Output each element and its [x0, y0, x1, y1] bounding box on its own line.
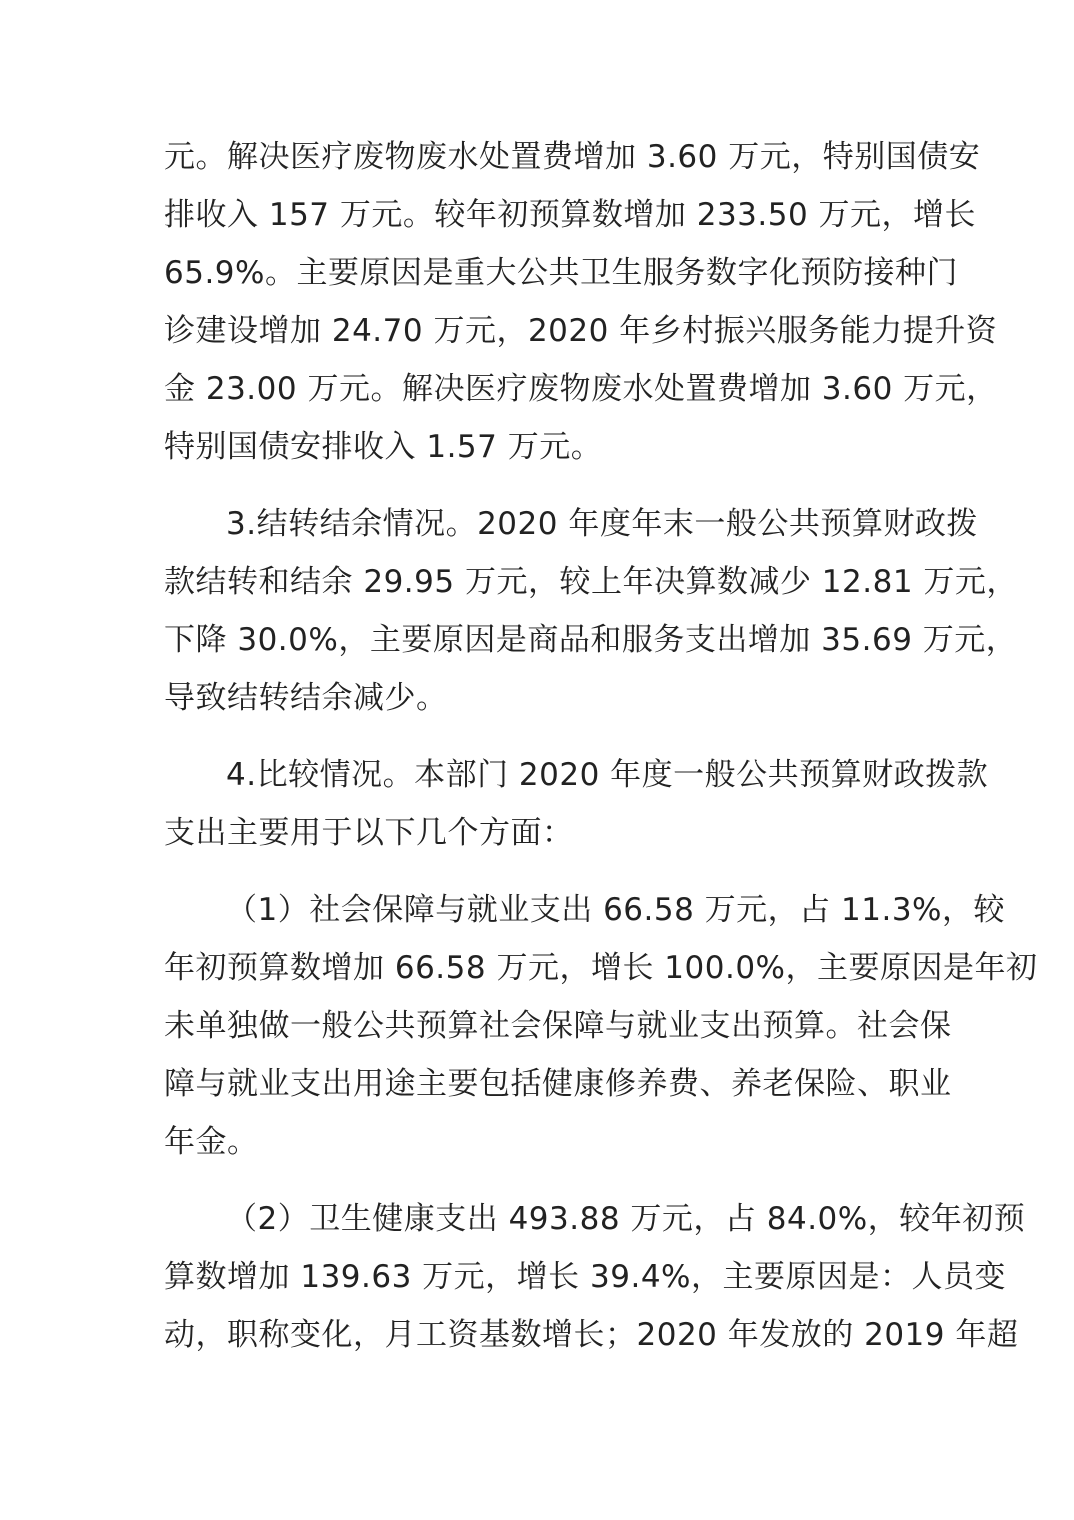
text-line: 障与就业支出用途主要包括健康修养费、养老保险、职业 [164, 1066, 952, 1102]
text-line: （2）卫生健康支出 493.88 万元，占 84.0%，较年初预 [226, 1201, 1026, 1237]
text-line: 特别国债安排收入 1.57 万元。 [164, 429, 603, 465]
text-line: 下降 30.0%，主要原因是商品和服务支出增加 35.69 万元， [164, 622, 1018, 658]
text-line: （1）社会保障与就业支出 66.58 万元，占 11.3%，较 [226, 892, 1006, 928]
text-line: 年初预算数增加 66.58 万元，增长 100.0%，主要原因是年初 [164, 950, 1038, 986]
text-line: 款结转和结余 29.95 万元，较上年决算数减少 12.81 万元， [164, 564, 1018, 600]
text-line: 年金。 [164, 1124, 259, 1160]
text-line: 金 23.00 万元。解决医疗废物废水处置费增加 3.60 万元， [164, 371, 998, 407]
text-line: 排收入 157 万元。较年初预算数增加 233.50 万元，增长 [164, 197, 977, 233]
text-line: 算数增加 139.63 万元，增长 39.4%，主要原因是：人员变 [164, 1259, 1007, 1295]
text-line: 4.比较情况。本部门 2020 年度一般公共预算财政拨款 [226, 757, 989, 793]
text-line: 元。解决医疗废物废水处置费增加 3.60 万元，特别国债安 [164, 139, 981, 175]
text-line: 动，职称变化，月工资基数增长；2020 年发放的 2019 年超 [164, 1317, 1019, 1353]
text-line: 65.9%。主要原因是重大公共卫生服务数字化预防接种门 [164, 255, 958, 291]
text-line: 未单独做一般公共预算社会保障与就业支出预算。社会保 [164, 1008, 952, 1044]
text-line: 诊建设增加 24.70 万元，2020 年乡村振兴服务能力提升资 [164, 313, 998, 349]
text-line: 3.结转结余情况。2020 年度年末一般公共预算财政拨 [226, 506, 978, 542]
text-line: 导致结转结余减少。 [164, 680, 448, 716]
text-line: 支出主要用于以下几个方面： [164, 815, 574, 851]
